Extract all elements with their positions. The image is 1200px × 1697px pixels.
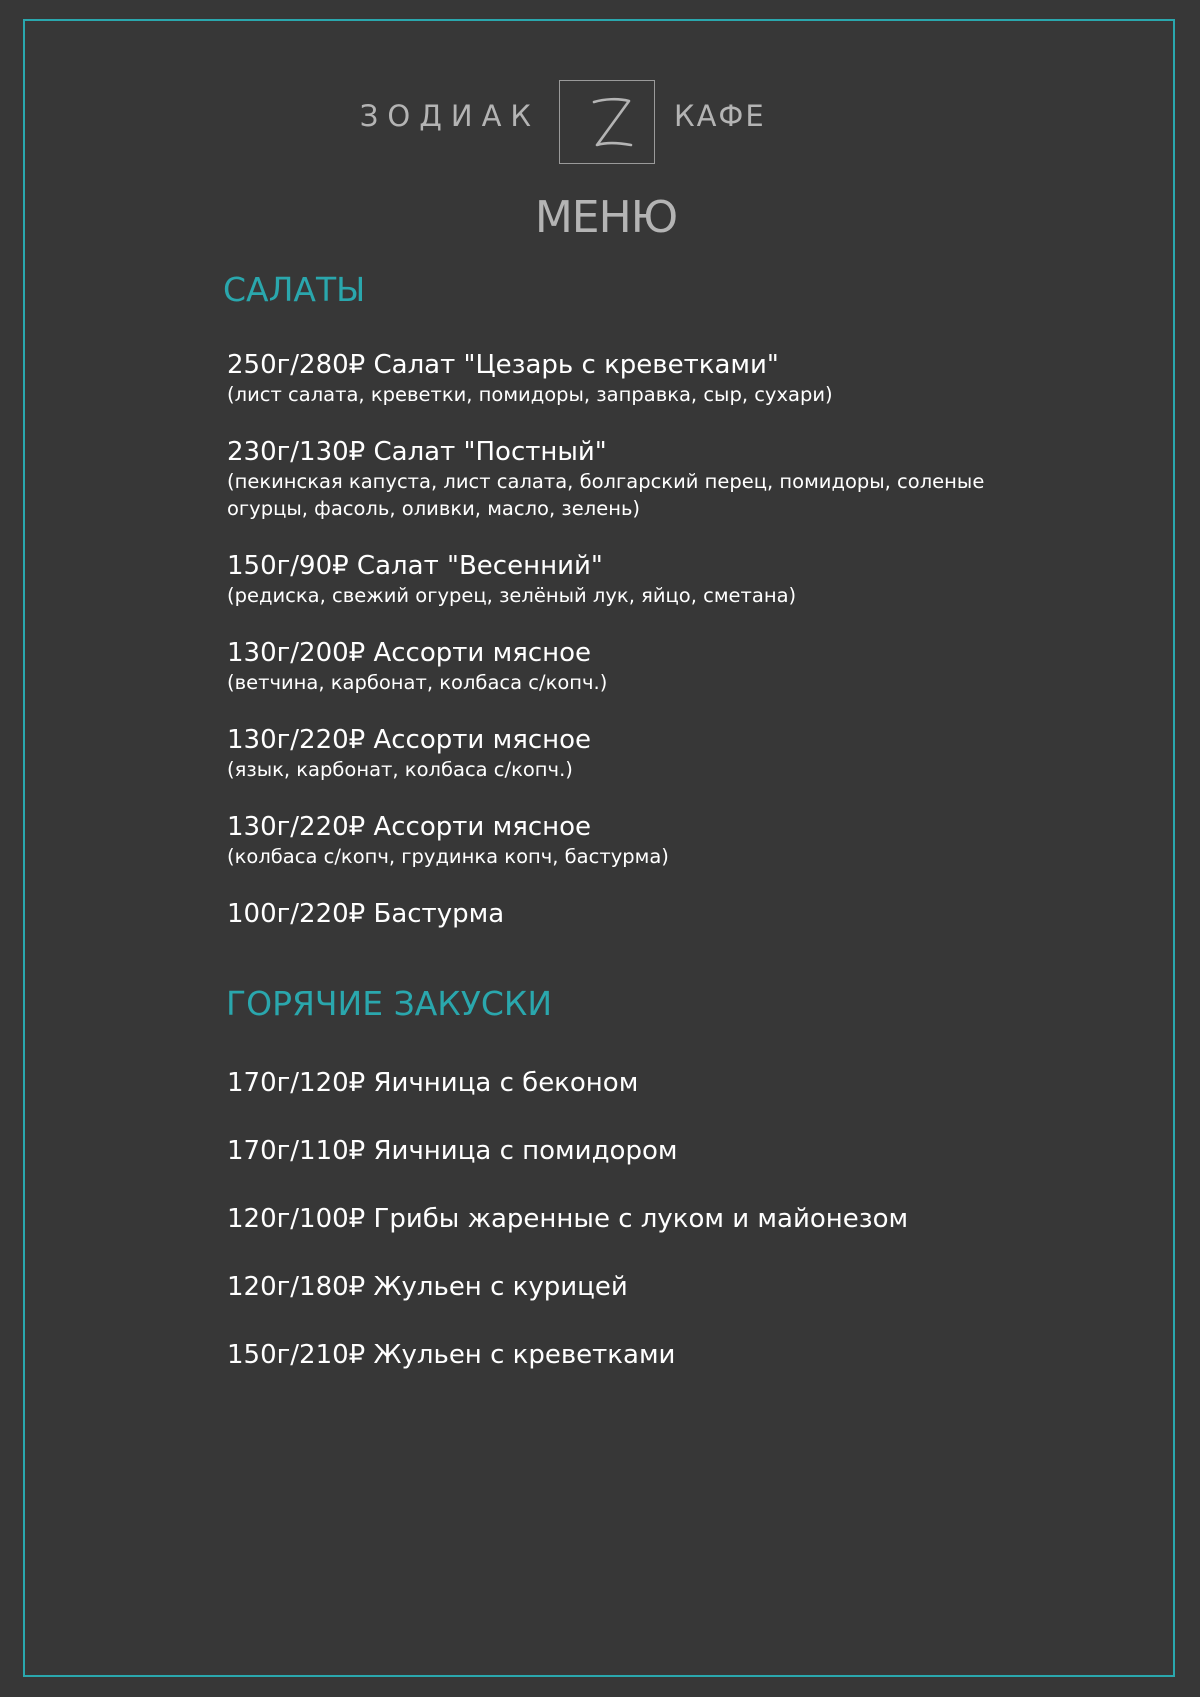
menu-item-name: 130г/220₽ Ассорти мясное <box>227 725 592 755</box>
menu-item-name: 120г/180₽ Жульен с курицей <box>227 1272 628 1302</box>
logo-text-left: ЗОДИАК <box>359 99 540 133</box>
menu-item-description: (язык, карбонат, колбаса с/копч.) <box>227 758 573 781</box>
logo-text-right: КАФЕ <box>674 99 766 133</box>
menu-item-name: 130г/200₽ Ассорти мясное <box>227 638 592 668</box>
menu-item-description: (колбаса с/копч, грудинка копч, бастурма) <box>227 845 669 868</box>
page-title: МЕНЮ <box>534 192 678 243</box>
menu-item-name: 120г/100₽ Грибы жаренные с луком и майонезом <box>227 1204 909 1234</box>
section-title-hot-appetizers: ГОРЯЧИЕ ЗАКУСКИ <box>226 984 553 1023</box>
menu-item-description: (ветчина, карбонат, колбаса с/копч.) <box>227 671 608 694</box>
menu-item-name: 130г/220₽ Ассорти мясное <box>227 812 592 842</box>
menu-item-name: 230г/130₽ Салат "Постный" <box>227 437 607 467</box>
menu-item-description: (лист салата, креветки, помидоры, заправка, сыр, сухари) <box>227 383 833 406</box>
menu-item-name: 100г/220₽ Бастурма <box>227 899 505 929</box>
cafe-logo <box>0 78 1200 168</box>
menu-item-name: 170г/120₽ Яичница с беконом <box>227 1068 639 1098</box>
menu-item-name: 150г/90₽ Салат "Весенний" <box>227 551 603 581</box>
menu-item-description: (редиска, свежий огурец, зелёный лук, яйцо, сметана) <box>227 584 797 607</box>
section-title-salads: САЛАТЫ <box>223 270 366 309</box>
menu-item-name: 250г/280₽ Салат "Цезарь с креветками" <box>227 350 779 380</box>
z-letter-icon <box>559 80 655 164</box>
menu-item-description: (пекинская капуста, лист салата, болгарский перец, помидоры, соленые огурцы, фасоль, оливки, масло, зелень) <box>227 470 985 520</box>
menu-item-name: 150г/210₽ Жульен с креветками <box>227 1340 676 1370</box>
menu-item-name: 170г/110₽ Яичница с помидором <box>227 1136 678 1166</box>
